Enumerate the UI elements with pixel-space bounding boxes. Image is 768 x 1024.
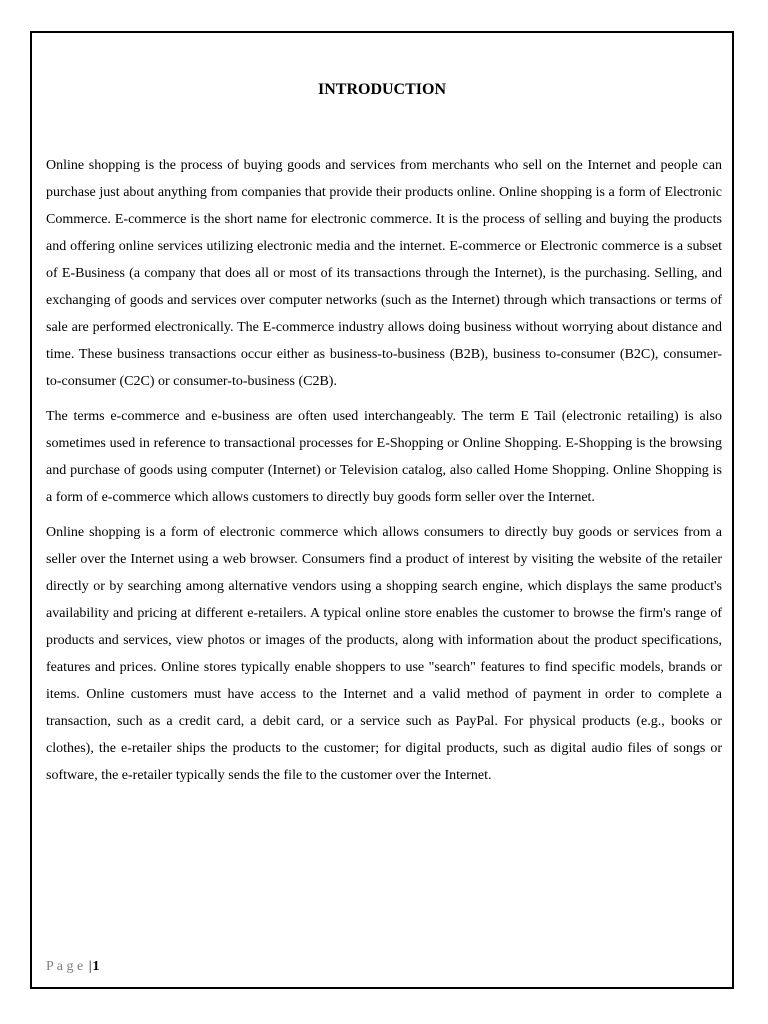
page-footer xyxy=(46,959,100,975)
paragraph-3: Online shopping is a form of electronic commerce which allows consumers to directly buy goods or services from a seller over the Internet using a web browser. Consumers find a product of interest by visiting the website of the retailer directly or by searching among alternative vendors using a shopping search engine, which displays the same product's availability and pricing at different e-retailers. A typical online store enables the customer to browse the firm's range of products and services, view photos or images of the products, along with information about the product specifications, features and prices. Online stores typically enable shoppers to use "search" features to find specific models, brands or items. Online customers must have access to the Internet and a valid method of payment in order to complete a transaction, such as a credit card, a debit card, or a service such as PayPal. For physical products (e.g., books or clothes), the e-retailer ships the products to the customer; for digital products, such as digital audio files of songs or software, the e-retailer typically sends the file to the customer over the Internet. xyxy=(46,525,722,783)
page-title: INTRODUCTION xyxy=(317,81,446,98)
paragraph-2: The terms e-commerce and e-business are often used interchangeably. The term E Tail (electronic retailing) is also sometimes used in reference to transactional processes for E-Shopping or Online Shopping. E-Shopping is the browsing and purchase of goods using computer (Internet) or Television catalog, also called Home Shopping. Online Shopping is a form of e-commerce which allows customers to directly buy goods form seller over the Internet. xyxy=(46,409,722,505)
body-text xyxy=(46,152,722,797)
document-page xyxy=(30,31,734,989)
page-separator: | xyxy=(88,959,92,974)
page-number: 1 xyxy=(92,959,100,974)
page-label: P a g e xyxy=(46,959,84,974)
paragraph-1: Online shopping is the process of buying goods and services from merchants who sell on the Internet and people can purchase just about anything from companies that provide their products online. Online shopping is a form of Electronic Commerce. E-commerce is the short name for electronic commerce. It is the process of selling and buying the products and offering online services utilizing electronic media and the internet. E-commerce or Electronic commerce is a subset of E-Business (a company that does all or most of its transactions through the Internet), is the purchasing. Selling, and exchanging of goods and services over computer networks (such as the Internet) through which transactions or terms of sale are performed electronically. The E-commerce industry allows doing business without worrying about distance and time. These business transactions occur either as business-to-business (B2B), business to-consumer (B2C), consumer-to-consumer (C2C) or consumer-to-business (C2B). xyxy=(46,158,722,389)
